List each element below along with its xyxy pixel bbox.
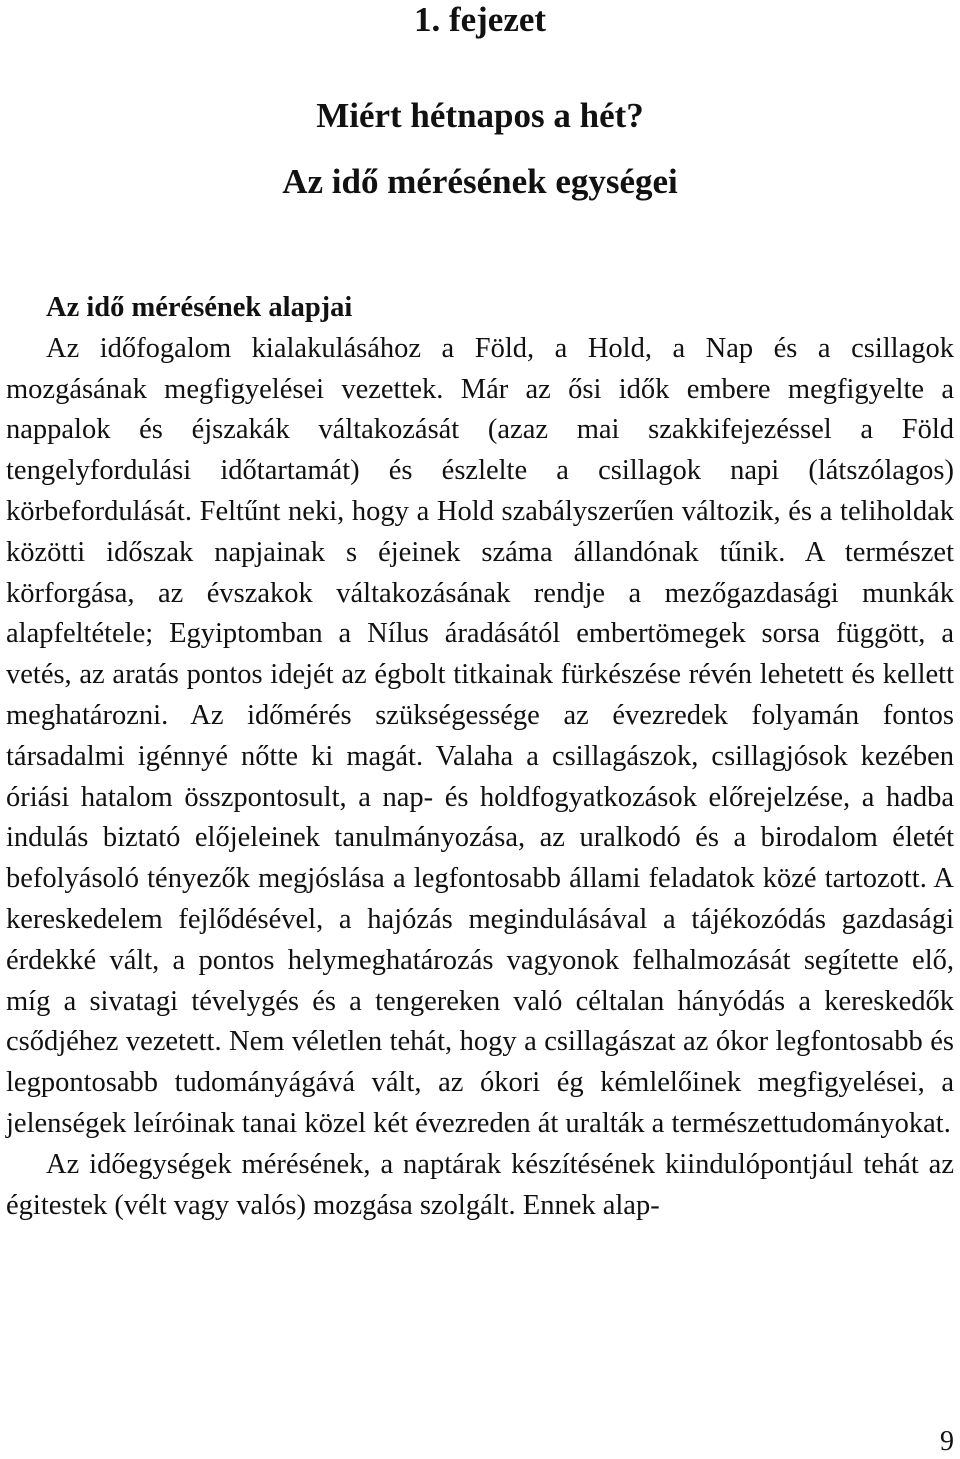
chapter-title-line-1: Miért hétnapos a hét? xyxy=(316,96,644,135)
paragraph-2: Az időegységek mérésének, a naptárak készítésének kiindulópontjául tehát az égitestek (vélt vagy valós) mozgása szolgált. Ennek alap- xyxy=(6,1148,954,1221)
page-number: 9 xyxy=(940,1426,954,1457)
paragraph-1: Az időfogalom kialakulásához a Föld, a Hold, a Nap és a csillagok mozgásának megfigyelései vezettek. Már az ősi idők embere megfigyelte a nappalok és éjszakák váltakozását (azaz mai szakkifejezéssel a Föld tengelyfordulási időtartamát) és észlelte a csillagok napi (látszólagos) körbefordulását. Feltűnt neki, hogy a Hold szabályszerűen változik, és a teliholdak közötti időszak napjainak s éjeinek száma állandónak tűnik. A természet körforgása, az évszakok váltakozásának rendje a mezőgazdasági munkák alapfeltétele; Egyiptomban a Nílus áradásától embertömegek sorsa függött, a vetés, az aratás pontos idejét az égbolt titkainak fürkészése révén lehetett és kellett meghatározni. Az időmérés szükségessége az évezredek folyamán fontos társadalmi igénnyé nőtte ki magát. Valaha a csillagászok, csillagjósok kezében óriási hatalom összpontosult, a nap- és holdfogyatkozások előrejelzése, a hadba indulás biztató előjeleinek tanulmányozása, az uralkodó és a birodalom életét befolyásoló tényezők megjóslása a legfontosabb állami feladatok közé tartozott. A kereskedelem fejlődésével, a hajózás megindulásával a tájékozódás gazdasági érdekké vált, a pontos helymeghatározás vagyonok felhalmozását segítette elő, míg a sivatagi tévelygés és a tengereken való céltalan hányódás a kereskedők csődjéhez vezetett. Nem véletlen tehát, hogy a csillagászat az ókor legfontosabb és legpontosabb tudományágává vált, az ókori ég kémlelőinek megfigyelései, a jelenségek leíróinak tanai közel két évezreden át uralták a természettudományokat. xyxy=(6,332,954,1139)
body-text xyxy=(6,288,954,1226)
chapter-title-line-2: Az idő mérésének egységei xyxy=(282,162,678,201)
section-heading: Az idő mérésének alapjai xyxy=(46,292,353,323)
chapter-label: 1. fejezet xyxy=(413,0,547,39)
